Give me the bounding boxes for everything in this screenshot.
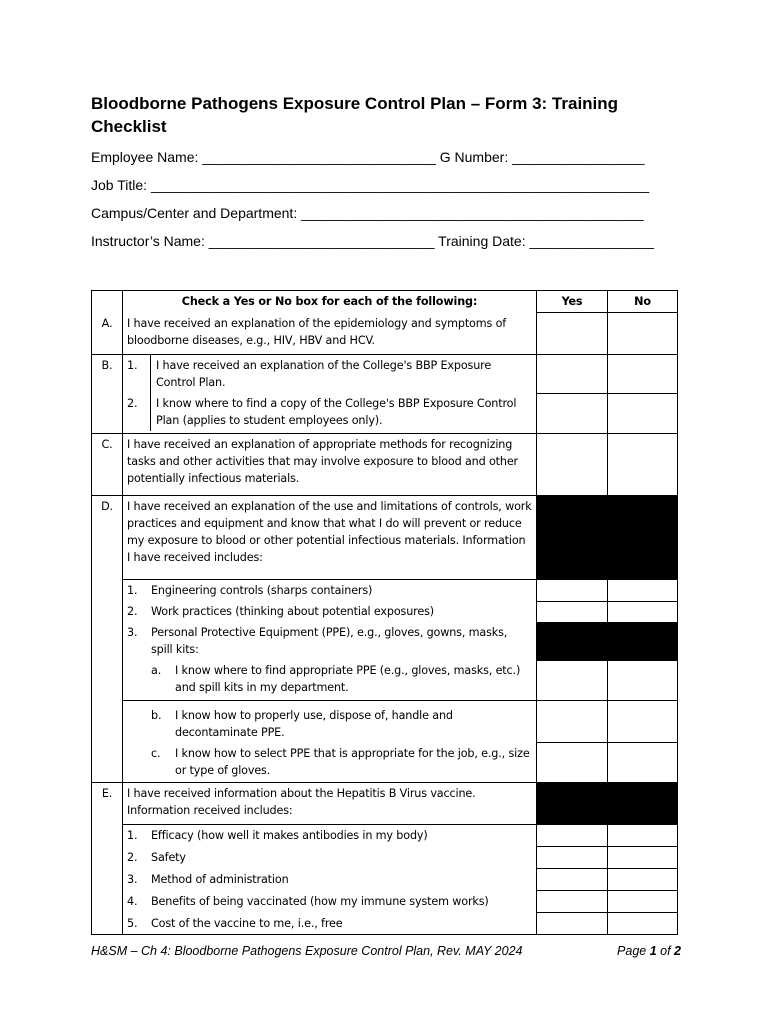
yes-checkbox-e4[interactable] xyxy=(537,891,608,913)
list-item: I know where to find a copy of the College's BBP Exposure Control Plan (applies to student employees only). xyxy=(156,397,517,427)
header-row xyxy=(92,291,678,313)
no-checkbox-e4[interactable] xyxy=(608,891,678,913)
yes-checkbox-e1[interactable] xyxy=(537,825,608,847)
shaded-cell xyxy=(537,495,608,579)
section-e-item-5-row xyxy=(92,913,678,935)
list-number: 1. xyxy=(127,829,138,842)
no-checkbox-e5[interactable] xyxy=(608,913,678,935)
shaded-cell xyxy=(537,783,608,825)
section-d-row xyxy=(92,495,678,579)
section-letter: E. xyxy=(92,783,123,825)
no-checkbox-d3a[interactable] xyxy=(608,660,678,700)
shaded-cell xyxy=(608,622,678,660)
section-letter: D. xyxy=(92,495,123,579)
table-header: Check a Yes or No box for each of the following: xyxy=(123,291,537,313)
page-label: Page xyxy=(617,944,650,958)
yes-checkbox-d2[interactable] xyxy=(537,601,608,622)
yes-checkbox-e2[interactable] xyxy=(537,847,608,869)
yes-column-header: Yes xyxy=(537,291,608,313)
no-checkbox-b1[interactable] xyxy=(608,355,678,394)
list-number: b. xyxy=(151,708,162,722)
footer-document-ref: H&SM – Ch 4: Bloodborne Pathogens Exposure Control Plan, Rev. MAY 2024 xyxy=(91,944,523,958)
section-letter: A. xyxy=(92,313,123,355)
list-number: 3. xyxy=(127,626,138,639)
no-checkbox-d3c[interactable] xyxy=(608,743,678,783)
section-d-sub-c-row xyxy=(92,743,678,783)
section-b-row-1 xyxy=(92,355,678,394)
section-e-item-1-row xyxy=(92,825,678,847)
list-item: Method of administration xyxy=(151,872,289,886)
section-e-text: I have received information about the Hepatitis B Virus vaccine. Information received includes: xyxy=(123,783,537,825)
section-e-item-3-row xyxy=(92,869,678,891)
section-e-row xyxy=(92,783,678,825)
list-item: I know how to properly use, dispose of, handle and decontaminate PPE. xyxy=(175,708,453,739)
section-d-item-1-row xyxy=(92,579,678,601)
section-a-row xyxy=(92,313,678,355)
list-number: 5. xyxy=(127,916,138,930)
yes-checkbox-b1[interactable] xyxy=(537,355,608,394)
list-item: Cost of the vaccine to me, i.e., free xyxy=(151,916,343,930)
job-title-field[interactable]: Job Title: ________________________________________________________________ xyxy=(91,177,650,193)
list-number: 2. xyxy=(127,393,151,431)
list-item: Personal Protective Equipment (PPE), e.g., gloves, gowns, masks, spill kits: xyxy=(151,626,508,656)
no-checkbox-e1[interactable] xyxy=(608,825,678,847)
shaded-cell xyxy=(608,783,678,825)
no-checkbox-b2[interactable] xyxy=(608,393,678,433)
list-item: Work practices (thinking about potential exposures) xyxy=(151,605,434,618)
yes-checkbox-a[interactable] xyxy=(537,313,608,355)
list-number: 1. xyxy=(127,355,151,393)
section-e-item-2-row xyxy=(92,847,678,869)
yes-checkbox-b2[interactable] xyxy=(537,393,608,433)
page-total: 2 xyxy=(674,944,681,958)
section-a-text: I have received an explanation of the epidemiology and symptoms of bloodborne diseases, e.g., HIV, HBV and HCV. xyxy=(123,313,537,355)
list-number: c. xyxy=(151,746,161,760)
no-checkbox-d2[interactable] xyxy=(608,601,678,622)
no-checkbox-e3[interactable] xyxy=(608,869,678,891)
list-number: 3. xyxy=(127,872,138,886)
yes-checkbox-d3c[interactable] xyxy=(537,743,608,783)
section-c-row xyxy=(92,433,678,495)
list-item: Safety xyxy=(151,850,186,864)
shaded-cell xyxy=(608,495,678,579)
campus-department-field[interactable]: Campus/Center and Department: ____________________________________________ xyxy=(91,205,644,221)
list-item: Engineering controls (sharps containers) xyxy=(151,583,373,597)
list-item: Efficacy (how well it makes antibodies in my body) xyxy=(151,829,428,842)
list-item: Benefits of being vaccinated (how my immune system works) xyxy=(151,894,489,908)
no-checkbox-d1[interactable] xyxy=(608,579,678,601)
section-d-text: I have received an explanation of the use and limitations of controls, work practices and equipment and know that what I do will prevent or reduce my exposure to blood or other potential infectious materials. Information I have received includes: xyxy=(123,495,537,579)
no-checkbox-a[interactable] xyxy=(608,313,678,355)
section-d-item-3-row xyxy=(92,622,678,660)
yes-checkbox-d1[interactable] xyxy=(537,579,608,601)
section-b-row-2 xyxy=(92,393,678,433)
training-checklist-table xyxy=(91,290,678,935)
list-item: I know where to find appropriate PPE (e.g., gloves, masks, etc.) and spill kits in my department. xyxy=(175,664,521,694)
list-number: 2. xyxy=(127,605,138,618)
page-of-label: of xyxy=(656,944,675,958)
no-checkbox-d3b[interactable] xyxy=(608,700,678,743)
list-number: 2. xyxy=(127,850,138,864)
section-d-item-2-row xyxy=(92,601,678,622)
yes-checkbox-d3b[interactable] xyxy=(537,700,608,743)
yes-checkbox-e5[interactable] xyxy=(537,913,608,935)
section-letter: B. xyxy=(92,355,123,394)
instructor-field[interactable]: Instructor’s Name: _____________________________ Training Date: ________________ xyxy=(91,233,655,249)
section-d-sub-a-row xyxy=(92,660,678,700)
yes-checkbox-d3a[interactable] xyxy=(537,660,608,700)
section-d-sub-b-row xyxy=(92,700,678,743)
employee-name-field[interactable]: Employee Name: ______________________________ G Number: _________________ xyxy=(91,149,645,165)
list-item: I know how to select PPE that is appropriate for the job, e.g., size or type of gloves. xyxy=(175,746,530,777)
section-c-text: I have received an explanation of appropriate methods for recognizing tasks and other activities that may involve exposure to blood and other potentially infectious materials. xyxy=(123,433,537,495)
section-e-item-4-row xyxy=(92,891,678,913)
list-number: 1. xyxy=(127,583,138,597)
no-checkbox-c[interactable] xyxy=(608,433,678,495)
no-checkbox-e2[interactable] xyxy=(608,847,678,869)
page-current: 1 xyxy=(649,944,657,958)
shaded-cell xyxy=(537,622,608,660)
footer-page-number xyxy=(617,944,681,958)
yes-checkbox-e3[interactable] xyxy=(537,869,608,891)
no-column-header: No xyxy=(608,291,678,313)
list-item: I have received an explanation of the College's BBP Exposure Control Plan. xyxy=(156,359,492,389)
list-number: 4. xyxy=(127,894,138,908)
yes-checkbox-c[interactable] xyxy=(537,433,608,495)
section-letter: C. xyxy=(92,433,123,495)
document-title: Bloodborne Pathogens Exposure Control Plan – Form 3: Training Checklist xyxy=(91,94,619,136)
list-number: a. xyxy=(151,664,162,677)
